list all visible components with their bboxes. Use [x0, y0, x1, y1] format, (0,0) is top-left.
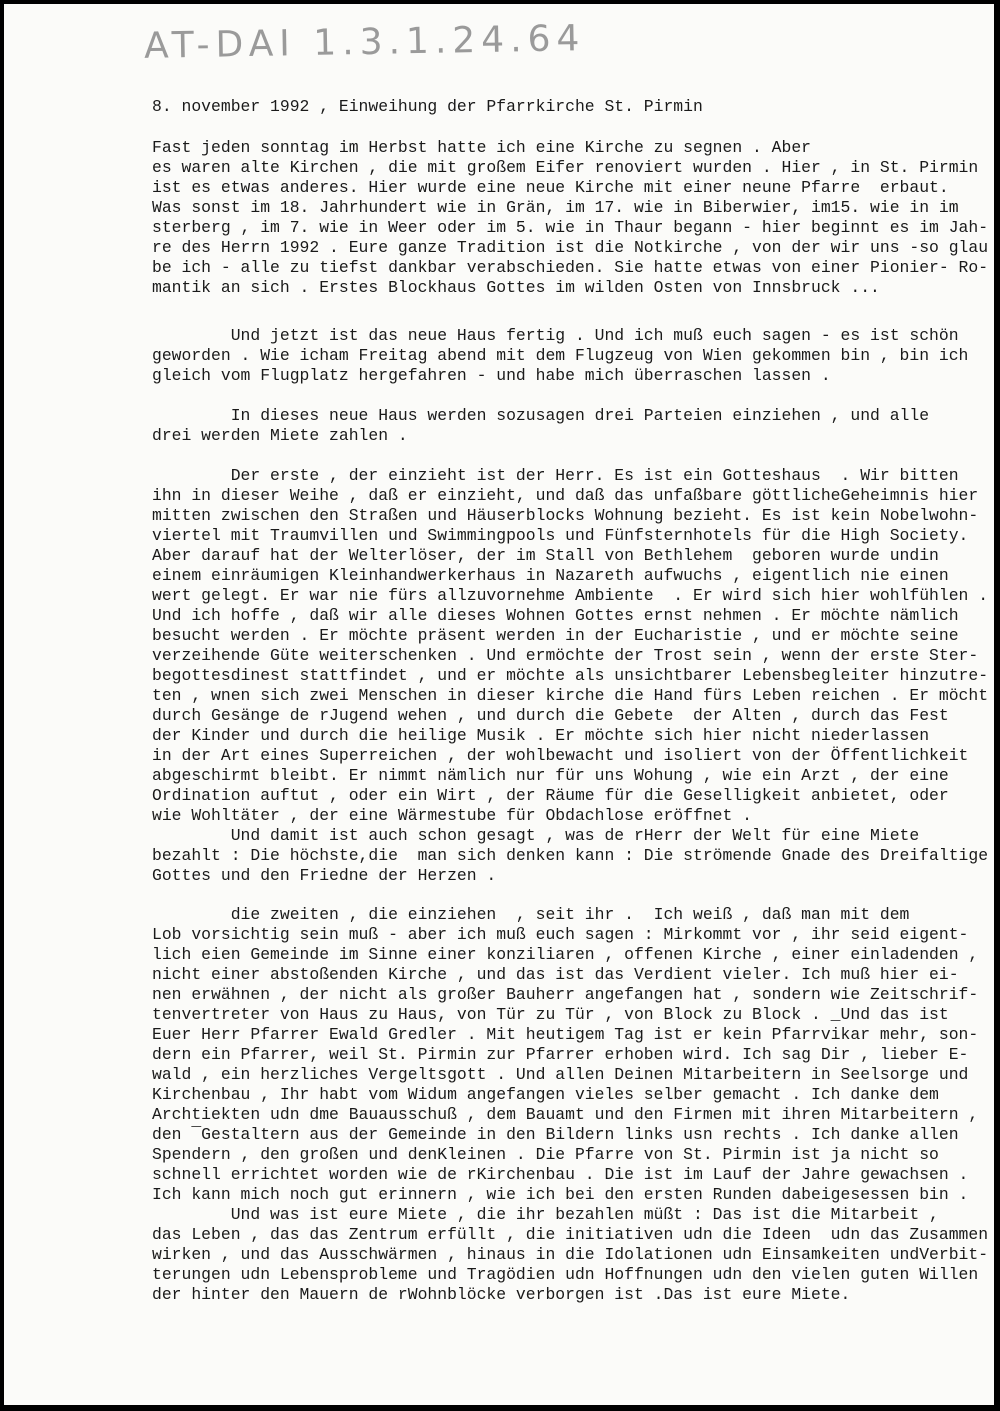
text-line: mitten zwischen den Straßen und Häuserblocks Wohnung bezieht. Es ist kein Nobelwohn- [152, 506, 979, 525]
text-line: Und was ist eure Miete , die ihr bezahlen müßt : Das ist die Mitarbeit , [152, 1205, 939, 1224]
text-line: wald , ein herzliches Vergeltsgott . Und allen Deinen Mitarbeitern in Seelsorge und [152, 1065, 969, 1084]
paragraph-5 [152, 905, 1000, 1305]
text-line: dern ein Pfarrer, weil St. Pirmin zur Pfarrer erhoben wird. Ich sag Dir , lieber E- [152, 1045, 969, 1064]
text-line: Kirchenbau , Ihr habt vom Widum angefangen vieles selber gemacht . Ich danke dem [152, 1085, 939, 1104]
paragraph-4 [152, 466, 1000, 886]
text-line: mantik an sich . Erstes Blockhaus Gottes im wilden Osten von Innsbruck ... [152, 278, 880, 297]
text-line: geworden . Wie icham Freitag abend mit dem Flugzeug von Wien gekommen bin , bin ich [152, 346, 969, 365]
text-line: wie Wohltäter , der eine Wärmestube für Obdachlose eröffnet . [152, 806, 752, 825]
text-line: lich eien Gemeinde im Sinne einer konziliaren , offenen Kirche , einer einladenden , [152, 945, 979, 964]
document-heading: 8. november 1992 , Einweihung der Pfarrkirche St. Pirmin [152, 97, 703, 116]
text-line: gleich vom Flugplatz hergefahren - und habe mich überraschen lassen . [152, 366, 831, 385]
text-line: der Kinder und durch die heilige Musik . Er möchte sich hier nicht niederlassen [152, 726, 930, 745]
text-line: Euer Herr Pfarrer Ewald Gredler . Mit heutigem Tag ist er kein Pfarrvikar mehr, son- [152, 1025, 979, 1044]
text-line: wert gelegt. Er war nie fürs allzuvornehme Ambiente . Er wird sich hier wohlfühlen . [152, 586, 989, 605]
text-line: ihn in dieser Weihe , daß er einzieht, und daß das unfaßbare göttlicheGeheimnis hier [152, 486, 979, 505]
text-line: In dieses neue Haus werden sozusagen drei Parteien einziehen , und alle [152, 406, 930, 425]
text-line: Und jetzt ist das neue Haus fertig . Und ich muß euch sagen - es ist schön [152, 326, 959, 345]
text-line: Gottes und den Friedne der Herzen . [152, 866, 497, 885]
text-line: ist es etwas anderes. Hier wurde eine neue Kirche mit einer neune Pfarre erbaut. [152, 178, 949, 197]
paragraph-2 [152, 326, 1000, 386]
text-line: schnell errichtet worden wie de rKirchenbau . Die ist im Lauf der Jahre gewachsen . [152, 1165, 969, 1184]
text-line: verzeihende Güte weiterschenken . Und ermöchte der Trost sein , wenn der erste Ster- [152, 646, 979, 665]
text-line: Was sonst im 18. Jahrhundert wie in Grän, im 17. wie in Biberwier, im15. wie in im [152, 198, 959, 217]
text-line: das Leben , das das Zentrum erfüllt , die initiativen udn die Ideen udn das Zusammen [152, 1225, 989, 1244]
archive-reference-stamp: AT-DAI 1.3.1.24.64 [143, 18, 586, 67]
text-line: drei werden Miete zahlen . [152, 426, 408, 445]
text-line: Aber darauf hat der Welterlöser, der im Stall von Bethlehem geboren wurde undin [152, 546, 939, 565]
text-line: begottesdinest stattfindet , und er möchte als unsichtbarer Lebensbegleiter hinzutre- [152, 666, 989, 685]
text-line: sterberg , im 7. wie in Weer oder im 5. wie in Thaur begann - hier beginnt es im Jah- [152, 218, 989, 237]
text-line: nen erwähnen , der nicht als großer Bauherr angefangen hat , sondern wie Zeitschrif- [152, 985, 979, 1004]
text-line: terungen udn Lebensprobleme und Tragödien udn Hoffnungen udn den vielen guten Willen [152, 1265, 979, 1284]
text-line: be ich - alle zu tiefst dankbar verabschieden. Sie hatte etwas von einer Pionier- Ro- [152, 258, 989, 277]
text-line: viertel mit Traumvillen und Swimmingpools und Fünfsternhotels für die High Society. [152, 526, 969, 545]
text-line: Und damit ist auch schon gesagt , was de rHerr der Welt für eine Miete [152, 826, 920, 845]
text-line: den ‾Gestaltern aus der Gemeinde in den Bildern links usn rechts . Ich danke allen [152, 1125, 959, 1144]
text-line: bezahlt : Die höchste,die man sich denken kann : Die strömende Gnade des Dreifaltige [152, 846, 989, 865]
text-line: ten , wnen sich zwei Menschen in dieser kirche die Hand fürs Leben reichen . Er möcht [152, 686, 989, 705]
text-line: nicht einer abstoßenden Kirche , und das ist das Verdient vieler. Ich muß hier ei- [152, 965, 959, 984]
text-line: Fast jeden sonntag im Herbst hatte ich eine Kirche zu segnen . Aber [152, 138, 812, 157]
text-line: Ordination auftut , oder ein Wirt , der Räume für die Geselligkeit anbietet, oder [152, 786, 949, 805]
text-line: Der erste , der einzieht ist der Herr. Es ist ein Gotteshaus . Wir bitten [152, 466, 959, 485]
text-line: Ich kann mich noch gut erinnern , wie ich bei den ersten Runden dabeigesessen bin . [152, 1185, 969, 1204]
text-line: re des Herrn 1992 . Eure ganze Tradition ist die Notkirche , von der wir uns -so glau [152, 238, 989, 257]
text-line: einem einräumigen Kleinhandwerkerhaus in Nazareth aufwuchs , eigentlich nie einen [152, 566, 949, 585]
text-line: durch Gesänge de rJugend wehen , und durch die Gebete der Alten , durch das Fest [152, 706, 949, 725]
text-line: die zweiten , die einziehen , seit ihr . Ich weiß , daß man mit dem [152, 905, 910, 924]
text-line: in der Art eines Superreichen , der wohlbewacht und isoliert von der Öffentlichkeit [152, 746, 969, 765]
text-line: wirken , und das Ausschwärmen , hinaus in die Idolationen udn Einsamkeiten undVerbit- [152, 1245, 989, 1264]
text-line: besucht werden . Er möchte präsent werden in der Eucharistie , und er möchte seine [152, 626, 959, 645]
text-line: Archtiekten udn dme Bauausschuß , dem Bauamt und den Firmen mit ihren Mitarbeitern , [152, 1105, 979, 1124]
paragraph-3 [152, 406, 1000, 446]
text-line: abgeschirmt bleibt. Er nimmt nämlich nur für uns Wohung , wie ein Arzt , der eine [152, 766, 949, 785]
text-line: Spendern , den großen und denKleinen . Die Pfarre von St. Pirmin ist ja nicht so [152, 1145, 939, 1164]
text-line: tenvertreter von Haus zu Haus, von Tür zu Tür , von Block zu Block . _Und das ist [152, 1005, 949, 1024]
paragraph-1 [152, 138, 1000, 298]
text-line: es waren alte Kirchen , die mit großem Eifer renoviert wurden . Hier , in St. Pirmin [152, 158, 979, 177]
text-line: Lob vorsichtig sein muß - aber ich muß euch sagen : Mirkommt vor , ihr seid eigent- [152, 925, 969, 944]
text-line: Und ich hoffe , daß wir alle dieses Wohnen Gottes ernst nehmen . Er möchte nämlich [152, 606, 959, 625]
text-line: der hinter den Mauern de rWohnblöcke verborgen ist .Das ist eure Miete. [152, 1285, 851, 1304]
